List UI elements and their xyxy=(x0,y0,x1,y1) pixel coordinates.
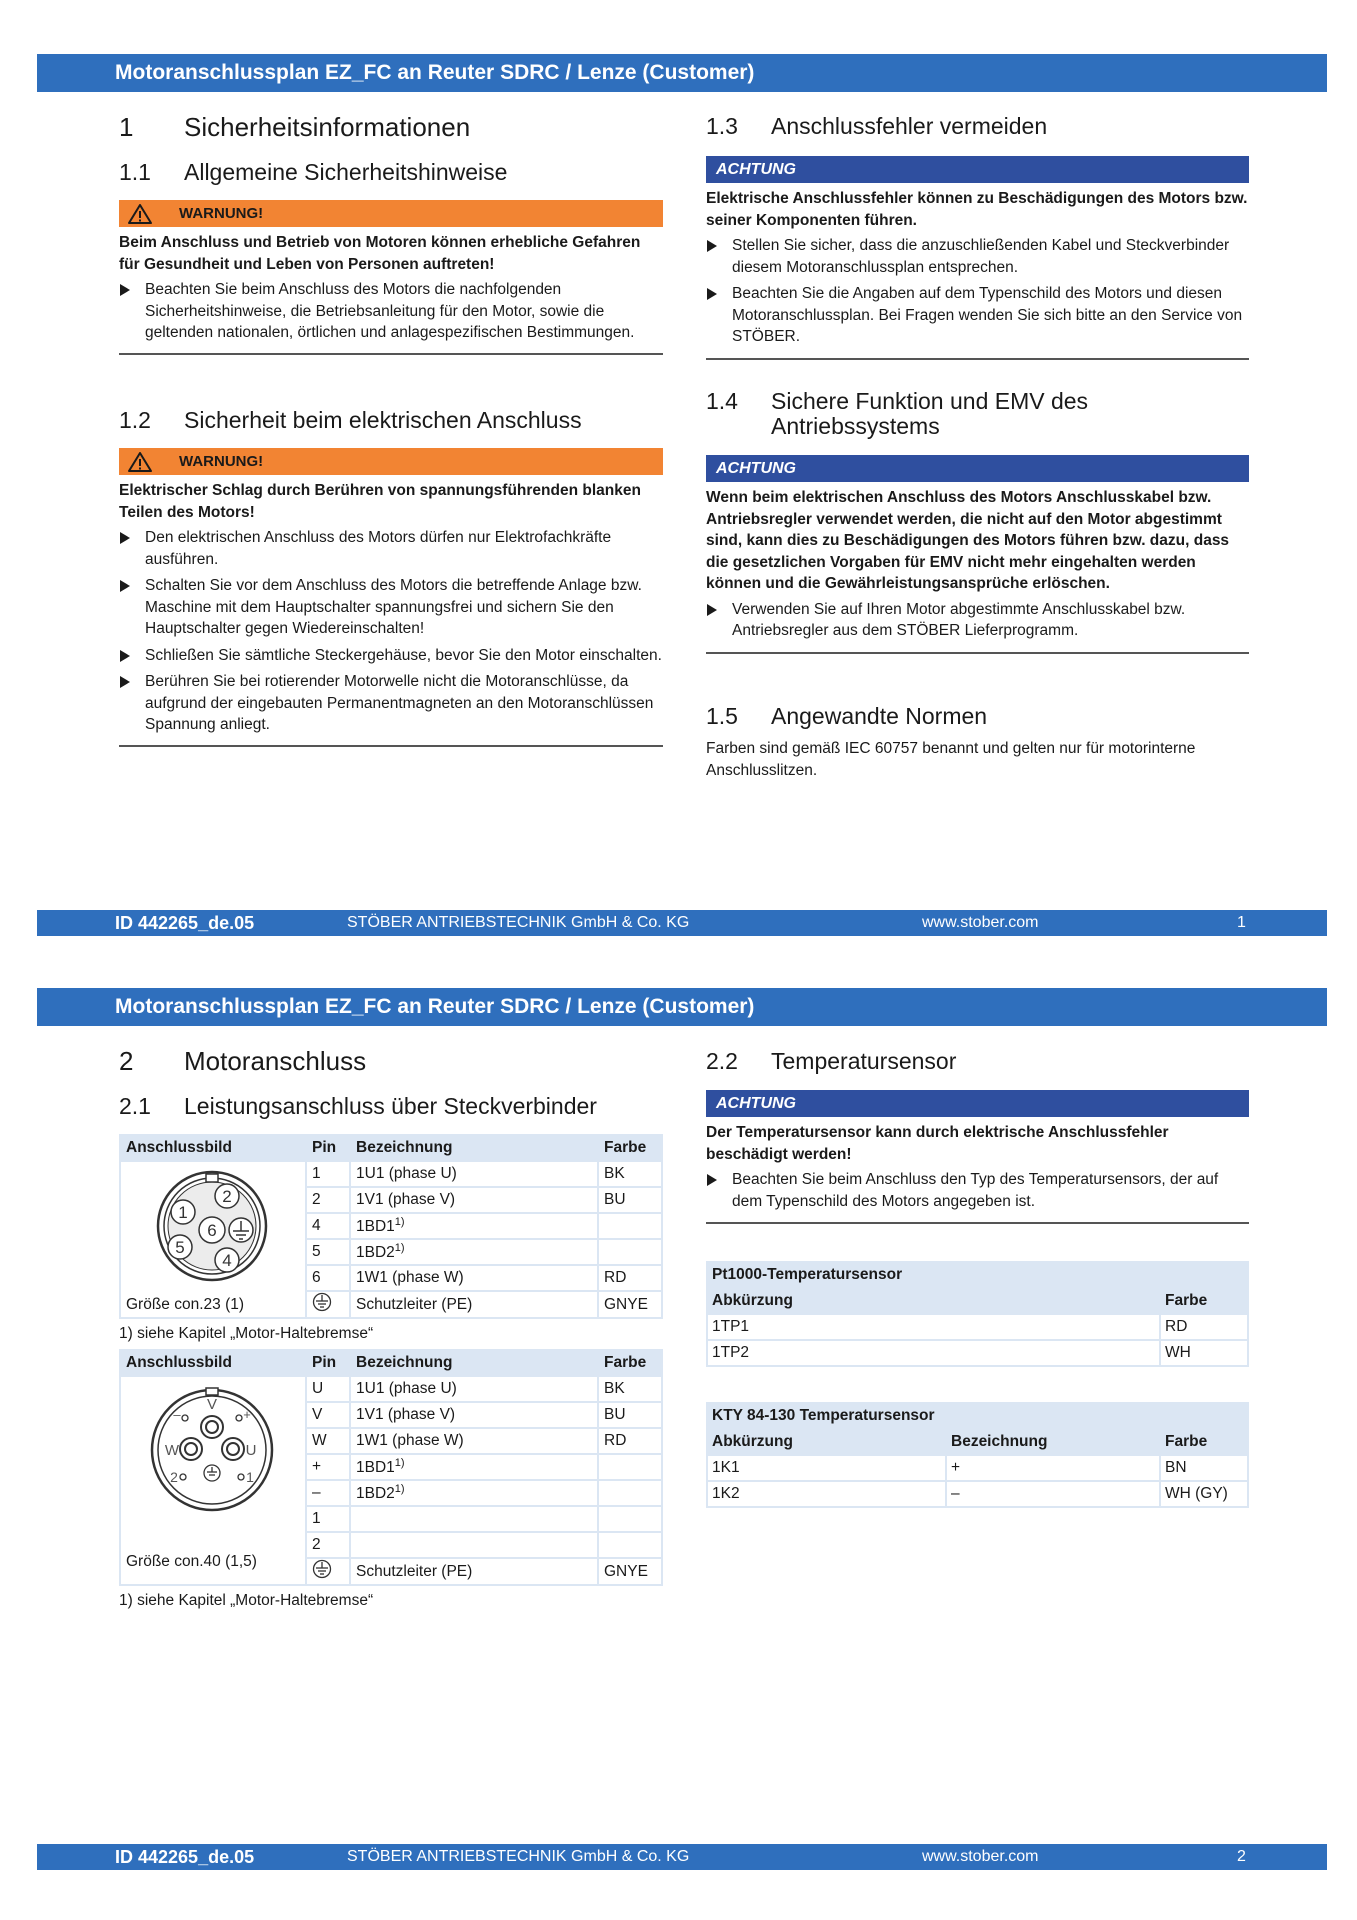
warning-banner xyxy=(119,448,663,475)
achtung-banner: ACHTUNG xyxy=(706,156,1249,183)
color-cell xyxy=(598,1480,662,1506)
subsection-heading xyxy=(119,1094,663,1119)
pin-cell: 1 xyxy=(306,1506,350,1532)
column-header: Anschlussbild xyxy=(120,1135,306,1161)
page-number: 1 xyxy=(1237,914,1246,931)
designation-cell xyxy=(350,1532,598,1558)
section-2-2 xyxy=(706,1049,1249,1508)
section-number: 2.2 xyxy=(706,1048,738,1074)
list-item: Verwenden Sie auf Ihren Motor abgestimmte Anschlusskabel bzw. Antriebsregler aus dem STÖBER Lieferprogramm. xyxy=(706,599,1249,642)
table-header-row xyxy=(707,1429,1248,1455)
connector-size-label: Größe con.40 (1,5) xyxy=(126,1553,257,1570)
designation-cell xyxy=(350,1213,598,1239)
pin-cell: 4 xyxy=(306,1213,350,1239)
designation-cell: – xyxy=(946,1481,1160,1507)
column-header: Anschlussbild xyxy=(120,1350,306,1376)
document-id: ID 442265_de.05 xyxy=(115,913,255,933)
section-title: Anschlussfehler vermeiden xyxy=(771,113,1048,139)
warning-text: Elektrischer Schlag durch Berühren von spannungsführenden blanken Teilen des Motors! xyxy=(119,482,641,521)
warning-text: Beim Anschluss und Betrieb von Motoren können erhebliche Gefahren für Gesundheit und Leben von Personen auftreten! xyxy=(119,234,641,273)
column-header: Farbe xyxy=(598,1135,662,1161)
table-row xyxy=(707,1314,1248,1340)
color-cell xyxy=(598,1506,662,1532)
pin-label: 4 xyxy=(222,1251,232,1270)
abbreviation-cell: 1K2 xyxy=(707,1481,946,1507)
connector-diagram-cell xyxy=(120,1161,306,1318)
table-row xyxy=(120,1376,662,1402)
pin-cell: U xyxy=(306,1376,350,1402)
section-title: Sicherheitsinformationen xyxy=(184,112,471,142)
designation-cell xyxy=(350,1239,598,1265)
pin-cell: + xyxy=(306,1454,350,1480)
section-title: Motoranschluss xyxy=(184,1046,367,1076)
list-item: Schließen Sie sämtliche Steckergehäuse, bevor Sie den Motor einschalten. xyxy=(119,645,663,667)
pin-label: V xyxy=(206,1396,218,1413)
table-title-row xyxy=(707,1403,1248,1429)
page-header: Motoranschlussplan EZ_FC an Reuter SDRC / Lenze (Customer) xyxy=(37,988,1327,1026)
achtung-banner: ACHTUNG xyxy=(706,455,1249,482)
column-header: Bezeichnung xyxy=(350,1350,598,1376)
pin-label: 1 xyxy=(246,1469,254,1485)
designation-cell xyxy=(350,1506,598,1532)
footnote: 1) siehe Kapitel „Motor-Haltebremse“ xyxy=(119,1592,374,1609)
section-1-1 xyxy=(119,160,663,355)
table-title: KTY 84-130 Temperatursensor xyxy=(707,1403,1248,1429)
pin-label: U xyxy=(245,1442,257,1459)
page-footer xyxy=(37,910,1327,936)
pin-table xyxy=(119,1349,663,1586)
section-title: Allgemeine Sicherheitshinweise xyxy=(184,159,508,185)
section-title: Leistungsanschluss über Steckverbinder xyxy=(184,1093,597,1119)
table-row xyxy=(120,1161,662,1187)
instruction-list xyxy=(706,599,1249,654)
achtung-text: Wenn beim elektrischen Anschluss des Motors Anschlusskabel bzw. Antriebsregler verwendet werden, die nicht auf den Motor abgestimmt sind, kann dies zu Beschädigungen des Motors führen bzw. dazu, dass die gesetzlichen Vorgaben für EMV nicht mehr eingehalten werden können und die Gewährleistungsansprüche erlöschen. xyxy=(706,489,1230,592)
footnote: 1) siehe Kapitel „Motor-Haltebremse“ xyxy=(119,1325,374,1342)
list-item: Stellen Sie sicher, dass die anzuschließenden Kabel und Steckverbinder diesem Motoranschlussplan entsprechen. xyxy=(706,235,1249,278)
instruction-list xyxy=(706,1169,1249,1224)
pin-label: 2 xyxy=(222,1187,232,1206)
connector-diagram-cell xyxy=(120,1376,306,1585)
warning-label: WARNUNG! xyxy=(179,205,264,222)
color-cell xyxy=(598,1454,662,1480)
color-cell: WH xyxy=(1160,1340,1248,1366)
instruction-list xyxy=(119,527,663,747)
color-cell xyxy=(598,1213,662,1239)
connector-size-label: Größe con.23 (1) xyxy=(126,1296,245,1313)
section-heading xyxy=(119,1046,663,1077)
pin-cell: W xyxy=(306,1428,350,1454)
list-item: Schalten Sie vor dem Anschluss des Motors die betreffende Anlage bzw. Maschine mit dem Hauptschalter spannungsfrei und sichern Sie den Hauptschalter gegen Wiedereinschalten! xyxy=(119,575,663,640)
column-header: Bezeichnung xyxy=(350,1135,598,1161)
color-cell xyxy=(598,1239,662,1265)
designation-text: 1BD1 xyxy=(356,1218,395,1236)
table-header-row xyxy=(120,1350,662,1376)
column-header: Abkürzung xyxy=(707,1429,946,1455)
color-cell: BU xyxy=(598,1402,662,1428)
achtung-text: Elektrische Anschlussfehler können zu Beschädigungen des Motors bzw. seiner Komponenten führen. xyxy=(706,190,1248,229)
column-header: Pin xyxy=(306,1350,350,1376)
list-item: Berühren Sie bei rotierender Motorwelle nicht die Motoranschlüsse, da aufgrund der eingebauten Permanentmagneten an den Motoranschlüssen Spannung anliegt. xyxy=(119,671,663,736)
pt1000-table xyxy=(706,1261,1249,1367)
table-row xyxy=(707,1481,1248,1507)
pin-label: 5 xyxy=(175,1238,185,1257)
pin-cell: 1 xyxy=(306,1161,350,1187)
designation-text: 1BD2 xyxy=(356,1244,395,1262)
section-number: 1.5 xyxy=(706,703,738,729)
designation-cell xyxy=(350,1480,598,1506)
page-footer xyxy=(37,1844,1327,1870)
section-2 xyxy=(119,1046,663,1077)
subsection-heading xyxy=(706,704,1249,729)
designation-cell: 1U1 (phase U) xyxy=(350,1161,598,1187)
section-number: 2 xyxy=(119,1046,134,1076)
connector-con40-diagram xyxy=(147,1385,277,1515)
pin-label: – xyxy=(173,1407,181,1422)
website-link[interactable]: www.stober.com xyxy=(922,1848,1039,1865)
pin-label: 1 xyxy=(178,1203,188,1222)
warning-triangle-icon xyxy=(127,451,157,473)
subsection-heading xyxy=(706,1049,1249,1074)
color-cell: WH (GY) xyxy=(1160,1481,1248,1507)
document-id: ID 442265_de.05 xyxy=(115,1847,255,1867)
footnote-ref: 1) xyxy=(394,1482,405,1495)
pin-cell: 5 xyxy=(306,1239,350,1265)
section-title: Temperatursensor xyxy=(771,1048,957,1074)
list-item: Beachten Sie beim Anschluss den Typ des Temperatursensors, der auf dem Typenschild des Motors angegeben ist. xyxy=(706,1169,1249,1212)
section-number: 1.2 xyxy=(119,407,151,433)
designation-cell: + xyxy=(946,1455,1160,1481)
table-title-row xyxy=(707,1262,1248,1288)
column-header: Bezeichnung xyxy=(946,1429,1160,1455)
color-cell: RD xyxy=(598,1428,662,1454)
section-number: 2.1 xyxy=(119,1093,151,1119)
page-header: Motoranschlussplan EZ_FC an Reuter SDRC / Lenze (Customer) xyxy=(37,54,1327,92)
pin-cell xyxy=(306,1291,350,1318)
abbreviation-cell: 1TP2 xyxy=(707,1340,1160,1366)
color-cell xyxy=(598,1532,662,1558)
section-number: 1 xyxy=(119,112,134,142)
column-header: Pin xyxy=(306,1135,350,1161)
column-header: Abkürzung xyxy=(707,1288,1160,1314)
color-cell: BN xyxy=(1160,1455,1248,1481)
designation-cell: Schutzleiter (PE) xyxy=(350,1291,598,1318)
designation-cell xyxy=(350,1454,598,1480)
warning-triangle-icon xyxy=(127,203,157,225)
designation-cell: 1U1 (phase U) xyxy=(350,1376,598,1402)
pin-label: W xyxy=(164,1442,180,1459)
designation-text: 1BD2 xyxy=(356,1485,395,1503)
designation-text: 1BD1 xyxy=(356,1459,395,1477)
designation-cell: 1W1 (phase W) xyxy=(350,1265,598,1291)
achtung-banner: ACHTUNG xyxy=(706,1090,1249,1117)
section-number: 1.4 xyxy=(706,388,738,414)
column-header: Farbe xyxy=(1160,1429,1248,1455)
achtung-text: Der Temperatursensor kann durch elektrische Anschlussfehler beschädigt werden! xyxy=(706,1124,1169,1163)
norm-text: Farben sind gemäß IEC 60757 benannt und gelten nur für motorinterne Anschlusslitzen. xyxy=(706,740,1196,779)
earth-symbol-icon xyxy=(312,1292,332,1312)
color-cell: RD xyxy=(1160,1314,1248,1340)
section-1-4 xyxy=(706,389,1249,654)
pin-label: 2 xyxy=(170,1469,178,1485)
pin-cell: 6 xyxy=(306,1265,350,1291)
color-cell: RD xyxy=(598,1265,662,1291)
pin-cell: 2 xyxy=(306,1532,350,1558)
warning-label: WARNUNG! xyxy=(179,453,264,470)
color-cell: BU xyxy=(598,1187,662,1213)
color-cell: GNYE xyxy=(598,1291,662,1318)
color-cell: BK xyxy=(598,1161,662,1187)
company-name: STÖBER ANTRIEBSTECHNIK GmbH & Co. KG xyxy=(347,914,690,931)
pin-cell xyxy=(306,1558,350,1585)
abbreviation-cell: 1TP1 xyxy=(707,1314,1160,1340)
pin-label: 6 xyxy=(207,1221,217,1240)
pin-cell: – xyxy=(306,1480,350,1506)
page-number: 2 xyxy=(1237,1848,1246,1865)
section-1 xyxy=(119,112,663,143)
section-number: 1.1 xyxy=(119,159,151,185)
warning-banner xyxy=(119,200,663,227)
table-row xyxy=(707,1340,1248,1366)
pin-cell: 2 xyxy=(306,1187,350,1213)
footnote-ref: 1) xyxy=(394,1456,405,1469)
subsection-heading xyxy=(119,160,663,185)
column-header: Farbe xyxy=(598,1350,662,1376)
designation-cell: 1W1 (phase W) xyxy=(350,1428,598,1454)
earth-symbol-icon xyxy=(312,1559,332,1579)
connector-con23-diagram xyxy=(147,1168,277,1288)
section-title-line: Sichere Funktion und EMV des xyxy=(771,388,1089,414)
subsection-heading xyxy=(119,408,663,433)
kty-table xyxy=(706,1402,1249,1508)
designation-cell: Schutzleiter (PE) xyxy=(350,1558,598,1585)
abbreviation-cell: 1K1 xyxy=(707,1455,946,1481)
company-name: STÖBER ANTRIEBSTECHNIK GmbH & Co. KG xyxy=(347,1848,690,1865)
color-cell: GNYE xyxy=(598,1558,662,1585)
section-heading xyxy=(119,112,663,143)
list-item: Beachten Sie die Angaben auf dem Typenschild des Motors und diesen Motoranschlussplan. Bei Fragen wenden Sie sich bitte an den Service von STÖBER. xyxy=(706,283,1249,348)
subsection-heading xyxy=(706,389,1249,439)
designation-cell: 1V1 (phase V) xyxy=(350,1402,598,1428)
list-item: Beachten Sie beim Anschluss des Motors die nachfolgenden Sicherheitshinweise, die Betriebsanleitung für den Motor, sowie die geltenden nationalen, örtlichen und anlagespezifischen Bestimmungen. xyxy=(119,279,663,344)
footnote-ref: 1) xyxy=(394,1215,405,1228)
section-title xyxy=(771,389,1088,439)
section-title: Sicherheit beim elektrischen Anschluss xyxy=(184,407,582,433)
column-header: Farbe xyxy=(1160,1288,1248,1314)
instruction-list xyxy=(706,235,1249,360)
table-row xyxy=(707,1455,1248,1481)
section-1-2 xyxy=(119,408,663,747)
subsection-heading xyxy=(706,114,1249,139)
section-2-1 xyxy=(119,1094,663,1612)
section-title: Angewandte Normen xyxy=(771,703,988,729)
designation-cell: 1V1 (phase V) xyxy=(350,1187,598,1213)
table-title: Pt1000-Temperatursensor xyxy=(707,1262,1248,1288)
pin-cell: V xyxy=(306,1402,350,1428)
section-title-line: Antriebssystems xyxy=(771,413,940,439)
section-1-5 xyxy=(706,704,1249,781)
instruction-list xyxy=(119,279,663,355)
table-header-row xyxy=(707,1288,1248,1314)
pin-label: + xyxy=(243,1407,251,1422)
list-item: Den elektrischen Anschluss des Motors dürfen nur Elektrofachkräfte ausführen. xyxy=(119,527,663,570)
pin-table xyxy=(119,1134,663,1319)
section-1-3 xyxy=(706,114,1249,360)
website-link[interactable]: www.stober.com xyxy=(922,914,1039,931)
footnote-ref: 1) xyxy=(394,1241,405,1254)
table-header-row xyxy=(120,1135,662,1161)
section-number: 1.3 xyxy=(706,113,738,139)
color-cell: BK xyxy=(598,1376,662,1402)
